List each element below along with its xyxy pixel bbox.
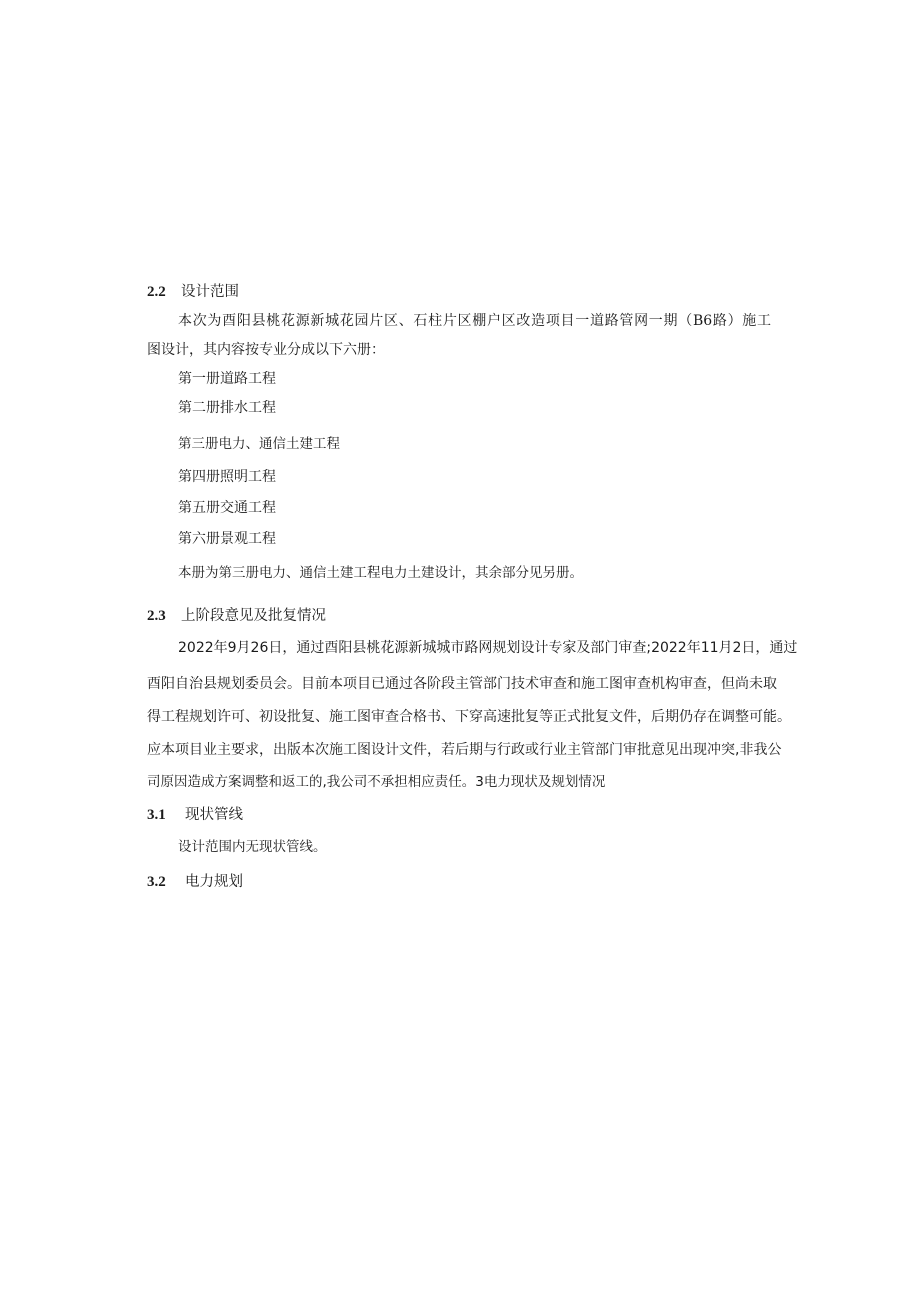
section-number: 3.2 bbox=[147, 874, 166, 890]
paragraph-line: 2022年9月26日，通过酉阳县桃花源新城城市路网规划设计专家及部门审查;2022年11月2日，通过 bbox=[178, 640, 798, 656]
paragraph-line: 设计范围内无现状管线。 bbox=[178, 839, 327, 855]
volume-item: 第五册交通工程 bbox=[178, 500, 276, 516]
volume-item: 第六册景观工程 bbox=[178, 531, 276, 547]
section-heading-3-1 bbox=[147, 804, 243, 825]
paragraph-line: 应本项目业主要求，出版本次施工图设计文件，若后期与行政或行业主管部门审批意见出现冲突,非我公 bbox=[147, 742, 782, 758]
volume-item: 第二册排水工程 bbox=[178, 400, 276, 416]
section-title: 设计范围 bbox=[181, 284, 239, 300]
paragraph-line: 得工程规划许可、初设批复、施工图审查合格书、下穿高速批复等正式批复文件，后期仍存在调整可能。 bbox=[147, 709, 791, 725]
paragraph-line: 酉阳自治县规划委员会。目前本项目已通过各阶段主管部门技术审查和施工图审查机构审查，但尚未取 bbox=[147, 676, 777, 692]
volume-item: 第四册照明工程 bbox=[178, 469, 276, 485]
section-title: 电力规划 bbox=[185, 874, 243, 890]
paragraph-line: 本次为酉阳县桃花源新城花园片区、石柱片区棚户区改造项目一道路管网一期（B6路）施工 bbox=[178, 313, 771, 329]
section-heading-2-3 bbox=[147, 605, 326, 626]
paragraph-line: 司原因造成方案调整和返工的,我公司不承担相应责任。3电力现状及规划情况 bbox=[147, 774, 606, 790]
section-number: 3.1 bbox=[147, 807, 166, 823]
section-title: 现状管线 bbox=[185, 807, 243, 823]
section-number: 2.2 bbox=[147, 284, 166, 300]
volume-item: 第一册道路工程 bbox=[178, 371, 276, 387]
section-heading-2-2 bbox=[147, 281, 239, 302]
paragraph-line: 图设计，其内容按专业分成以下六册： bbox=[147, 342, 385, 358]
closing-sentence: 本册为第三册电力、通信土建工程电力土建设计，其余部分见另册。 bbox=[178, 565, 583, 581]
section-number: 2.3 bbox=[147, 608, 166, 624]
volume-item: 第三册电力、通信土建工程 bbox=[178, 436, 340, 452]
section-heading-3-2 bbox=[147, 871, 243, 892]
section-title: 上阶段意见及批复情况 bbox=[181, 608, 326, 624]
